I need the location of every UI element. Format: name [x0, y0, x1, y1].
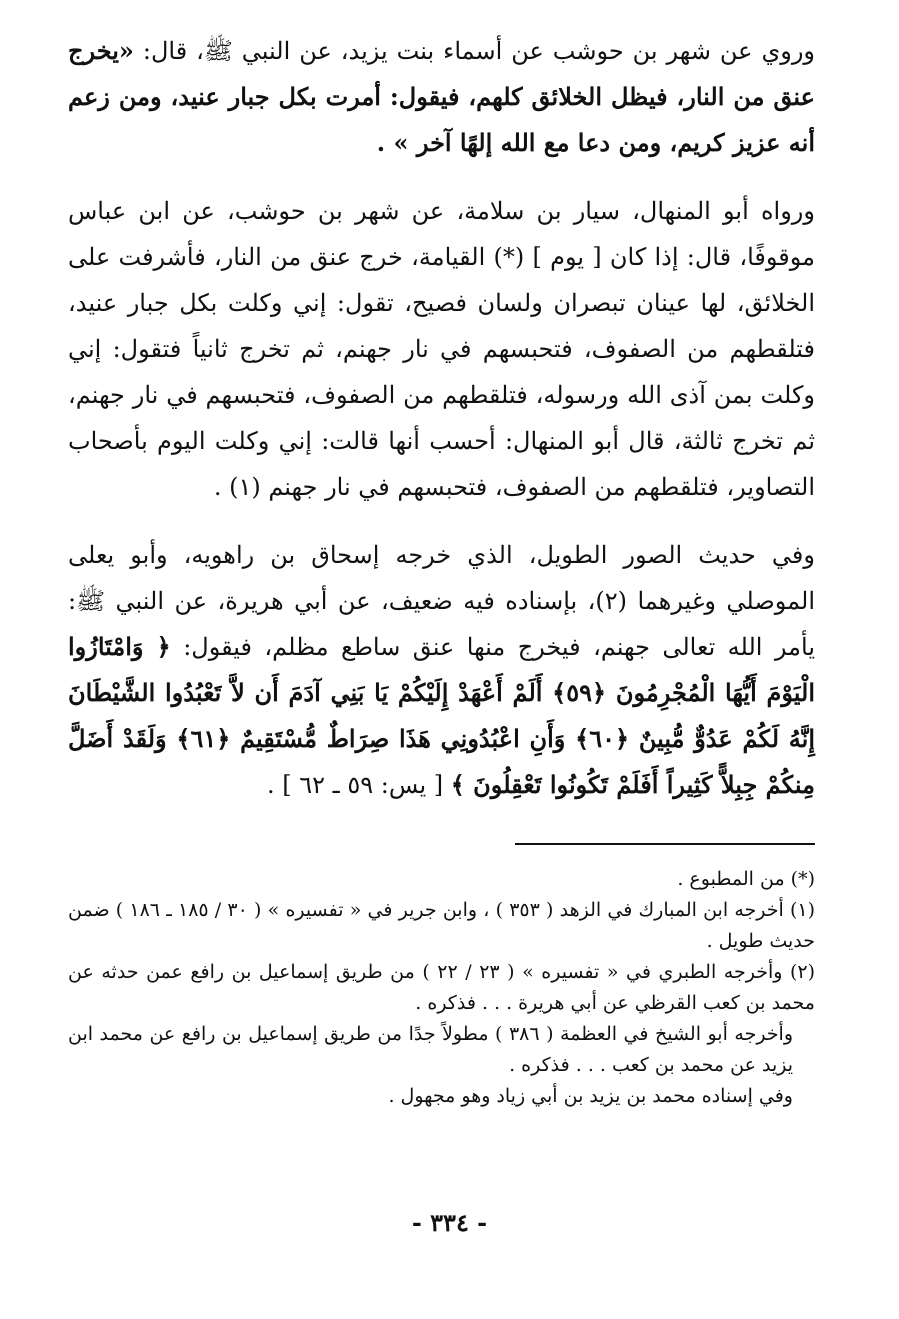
footnotes	[68, 864, 815, 1112]
footnote-star: (*) من المطبوع .	[677, 868, 815, 890]
footnote-2-note: وفي إسناده محمد بن يزيد بن أبي زياد وهو مجهول .	[388, 1085, 793, 1107]
main-text	[68, 28, 815, 808]
surah-reference: [ يس: ٥٩ ـ ٦٢ ] .	[267, 771, 444, 799]
paragraph-3	[68, 532, 815, 808]
footnote-1: (١) أخرجه ابن المبارك في الزهد ( ٣٥٣ ) ، وابن جرير في « تفسيره » ( ٣٠ / ١٨٥ ـ ١٨٦ ) ضمن حديث طويل .	[68, 899, 816, 952]
quran-verses: ﴿ وَامْتَازُوا الْيَوْمَ أَيُّهَا الْمُجْرِمُونَ ﴿٥٩﴾ أَلَمْ أَعْهَدْ إِلَيْكُمْ يَا بَنِي آدَمَ أَن لاَّ تَعْبُدُوا الشَّيْطَانَ إِنَّهُ لَكُمْ عَدُوٌّ مُّبِينٌ ﴿٦٠﴾ وَأَنِ اعْبُدُونِي هَذَا صِرَاطٌ مُّسْتَقِيمٌ ﴿٦١﴾ وَلَقَدْ أَضَلَّ مِنكُمْ جِبِلاًّ كَثِيراً أَفَلَمْ تَكُونُوا تَعْقِلُونَ ﴾	[68, 632, 816, 799]
footnote-divider	[515, 843, 815, 845]
page-number: - ٣٣٤ -	[411, 1208, 488, 1237]
paragraph-1-intro: وروي عن شهر بن حوشب عن أسماء بنت يزيد، عن النبي ﷺ، قال:	[142, 37, 815, 65]
paragraph-2: ورواه أبو المنهال، سيار بن سلامة، عن شهر بن حوشب، عن ابن عباس موقوفًا، قال: إذا كان [ يوم ] (*) القيامة، خرج عنق من النار، فأشرفت على الخلائق، لها عينان تبصران ولسان فصيح، تقول: إني وكلت بكل جبار عنيد، فتلقطهم من الصفوف، فتحبسهم في نار جهنم، ثم تخرج ثانياً فتقول: إني وكلت بمن آذى الله ورسوله، فتلقطهم من الصفوف، فتحبسهم في نار جهنم، ثم تخرج ثالثة، قال أبو المنهال: أحسب أنها قالت: إني وكلت اليوم بأصحاب التصاوير، فتلقطهم من الصفوف، فتحبسهم في نار جهنم (١) .	[68, 197, 816, 501]
footnote-2: (٢) وأخرجه الطبري في « تفسيره » ( ٢٣ / ٢٢ ) من طريق إسماعيل بن رافع عمن حدثه عن محمد بن كعب القرظي عن أبي هريرة . . . فذكره .	[68, 961, 816, 1014]
hadith-quote: «يخرج عنق من النار، فيظل الخلائق كلهم، فيقول: أمرت بكل جبار عنيد، ومن زعم أنه عزيز كريم، ومن دعا مع الله إلهًا آخر » .	[68, 36, 815, 157]
footnote-2-continued: وأخرجه أبو الشيخ في العظمة ( ٣٨٦ ) مطولاً جدًا من طريق إسماعيل بن رافع عن محمد ابن يزيد عن محمد بن كعب . . . فذكره .	[68, 1023, 794, 1076]
paragraph-3-intro: وفي حديث الصور الطويل، الذي خرجه إسحاق بن راهويه، وأبو يعلى الموصلي وغيرهما (٢)، بإسناده فيه ضعيف، عن أبي هريرة، عن النبي ﷺ: يأمر الله تعالى جهنم، فيخرج منها عنق ساطع مظلم، فيقول:	[68, 541, 816, 661]
paragraph-1	[68, 28, 815, 166]
